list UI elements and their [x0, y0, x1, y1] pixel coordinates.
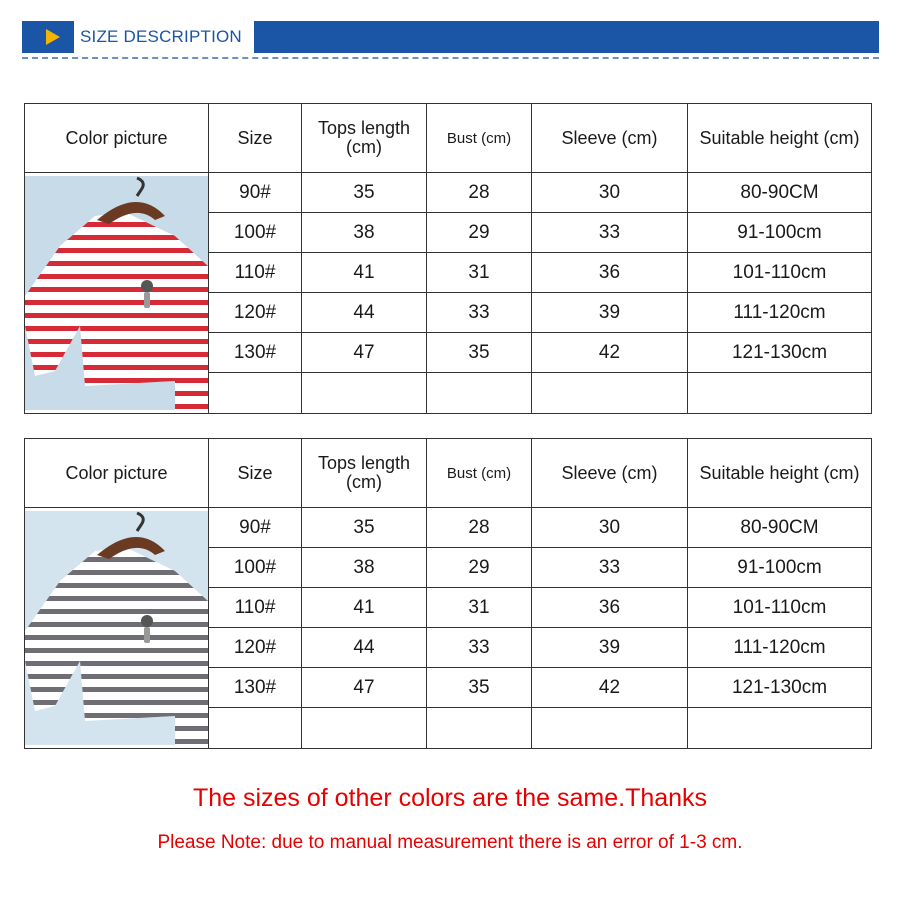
cell-sleeve: 36	[532, 588, 688, 628]
banner-marker	[22, 21, 74, 53]
cell-sleeve: 30	[532, 173, 688, 213]
cell-bust: 29	[427, 548, 532, 588]
cell-tops-length: 38	[302, 213, 427, 253]
cell-tops-length: 47	[302, 668, 427, 708]
cell-size: 130#	[209, 668, 302, 708]
table-row	[25, 508, 872, 548]
header-sleeve: Sleeve (cm)	[532, 104, 688, 173]
table-row	[25, 173, 872, 213]
cell-sleeve: 36	[532, 253, 688, 293]
table-header-row	[25, 439, 872, 508]
cell-size: 120#	[209, 628, 302, 668]
cell-tops-length: 41	[302, 253, 427, 293]
header-color-picture: Color picture	[25, 104, 209, 173]
cell-height: 80-90CM	[688, 173, 872, 213]
shirt-photo-red	[25, 173, 209, 414]
header-suitable-height: Suitable height (cm)	[688, 104, 872, 173]
header-color-picture: Color picture	[25, 439, 209, 508]
header-size: Size	[209, 104, 302, 173]
header-bust: Bust (cm)	[427, 439, 532, 508]
grey-stripe-shirt-image	[25, 511, 208, 745]
play-arrow-icon	[46, 29, 60, 45]
cell-height: 111-120cm	[688, 293, 872, 333]
header-sleeve: Sleeve (cm)	[532, 439, 688, 508]
cell-sleeve: 39	[532, 628, 688, 668]
cell-size: 130#	[209, 333, 302, 373]
banner-title: SIZE DESCRIPTION	[80, 27, 242, 46]
size-table-grey	[24, 438, 872, 749]
cell-height: 80-90CM	[688, 508, 872, 548]
cell-bust: 28	[427, 173, 532, 213]
banner-dashed-divider	[22, 57, 879, 59]
cell-tops-length: 35	[302, 508, 427, 548]
table-header-row	[25, 104, 872, 173]
cell-bust: 29	[427, 213, 532, 253]
cell-size: 90#	[209, 173, 302, 213]
cell-bust: 31	[427, 588, 532, 628]
cell-size: 110#	[209, 253, 302, 293]
cell-height: 121-130cm	[688, 668, 872, 708]
cell-height: 91-100cm	[688, 213, 872, 253]
cell-size: 100#	[209, 213, 302, 253]
cell-tops-length: 35	[302, 173, 427, 213]
size-table-red	[24, 103, 872, 414]
measurement-error-note: Please Note: due to manual measurement there is an error of 1-3 cm.	[157, 832, 743, 853]
cell-height: 91-100cm	[688, 548, 872, 588]
cell-sleeve: 30	[532, 508, 688, 548]
same-sizes-note: The sizes of other colors are the same.Thanks	[192, 784, 708, 812]
cell-height: 111-120cm	[688, 628, 872, 668]
header-tops-length: Tops length (cm)	[302, 104, 427, 173]
cell-tops-length: 38	[302, 548, 427, 588]
cell-bust: 31	[427, 253, 532, 293]
header-suitable-height: Suitable height (cm)	[688, 439, 872, 508]
cell-size: 90#	[209, 508, 302, 548]
cell-size: 120#	[209, 293, 302, 333]
header-size: Size	[209, 439, 302, 508]
cell-bust: 33	[427, 628, 532, 668]
cell-tops-length: 41	[302, 588, 427, 628]
cell-size: 110#	[209, 588, 302, 628]
size-description-banner	[22, 21, 879, 53]
cell-size: 100#	[209, 548, 302, 588]
cell-sleeve: 33	[532, 213, 688, 253]
cell-sleeve: 39	[532, 293, 688, 333]
cell-height: 121-130cm	[688, 333, 872, 373]
cell-sleeve: 33	[532, 548, 688, 588]
cell-tops-length: 44	[302, 293, 427, 333]
cell-sleeve: 42	[532, 668, 688, 708]
header-tops-length: Tops length (cm)	[302, 439, 427, 508]
cell-tops-length: 44	[302, 628, 427, 668]
cell-bust: 35	[427, 668, 532, 708]
cell-height: 101-110cm	[688, 588, 872, 628]
header-bust: Bust (cm)	[427, 104, 532, 173]
banner-bar	[254, 21, 879, 53]
cell-sleeve: 42	[532, 333, 688, 373]
cell-height: 101-110cm	[688, 253, 872, 293]
cell-bust: 28	[427, 508, 532, 548]
cell-bust: 35	[427, 333, 532, 373]
cell-tops-length: 47	[302, 333, 427, 373]
shirt-photo-grey	[25, 508, 209, 749]
cell-bust: 33	[427, 293, 532, 333]
red-stripe-shirt-image	[25, 176, 208, 410]
